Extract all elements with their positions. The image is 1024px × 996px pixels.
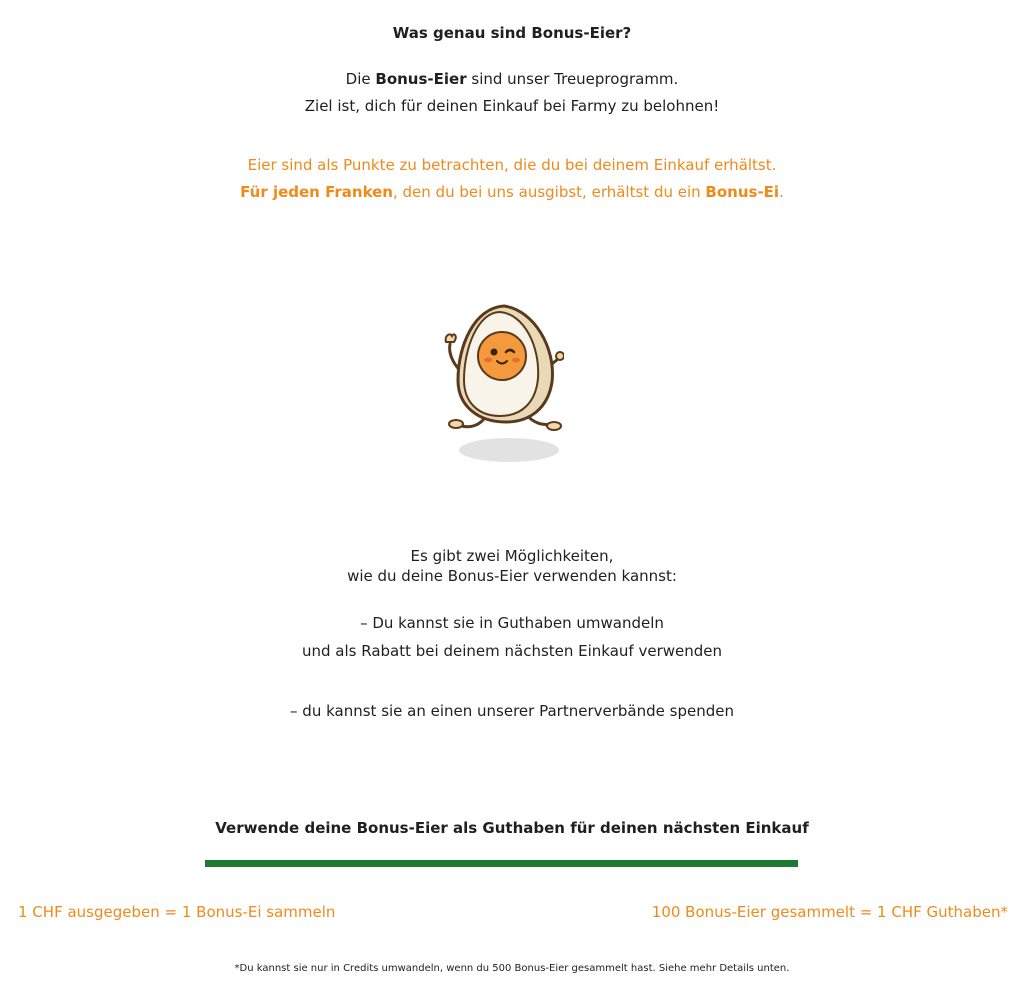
option-donate: – du kannst sie an einen unserer Partnerverbände spenden xyxy=(290,702,734,720)
options-lead-line-1: Es gibt zwei Möglichkeiten, xyxy=(410,547,614,565)
intro-line-1: Die Bonus-Eier sind unser Treueprogramm. xyxy=(345,70,679,88)
footnote: *Du kannst sie nur in Credits umwandeln, wenn du 500 Bonus-Eier gesammelt hast. Siehe mehr Details unten. xyxy=(234,963,790,974)
options-lead-line-2: wie du deine Bonus-Eier verwenden kannst: xyxy=(347,567,677,585)
options-intro xyxy=(0,546,1024,586)
option1-line-2: und als Rabatt bei deinem nächsten Einkauf verwenden xyxy=(302,642,722,660)
redeem-rate-text: 100 Bonus-Eier gesammelt = 1 CHF Guthaben* xyxy=(651,903,1008,921)
points-line-1: Eier sind als Punkte zu betrachten, die du bei deinem Einkauf erhältst. xyxy=(247,156,777,174)
intro-text xyxy=(0,66,1024,120)
points-explanation xyxy=(0,152,1024,206)
egg-mascot-icon xyxy=(434,298,564,466)
option-convert-credit xyxy=(0,609,1024,665)
option1-line-1: – Du kannst sie in Guthaben umwandeln xyxy=(360,614,664,632)
intro-line-2: Ziel ist, dich für deinen Einkauf bei Farmy zu belohnen! xyxy=(304,97,720,115)
page-title: Was genau sind Bonus-Eier? xyxy=(392,24,632,42)
points-line-2: Für jeden Franken, den du bei uns ausgibst, erhältst du ein Bonus-Ei. xyxy=(240,183,784,201)
earn-rate-text: 1 CHF ausgegeben = 1 Bonus-Ei sammeln xyxy=(18,903,336,921)
section-divider xyxy=(205,860,798,867)
credit-section-heading: Verwende deine Bonus-Eier als Guthaben für deinen nächsten Einkauf xyxy=(215,819,809,837)
